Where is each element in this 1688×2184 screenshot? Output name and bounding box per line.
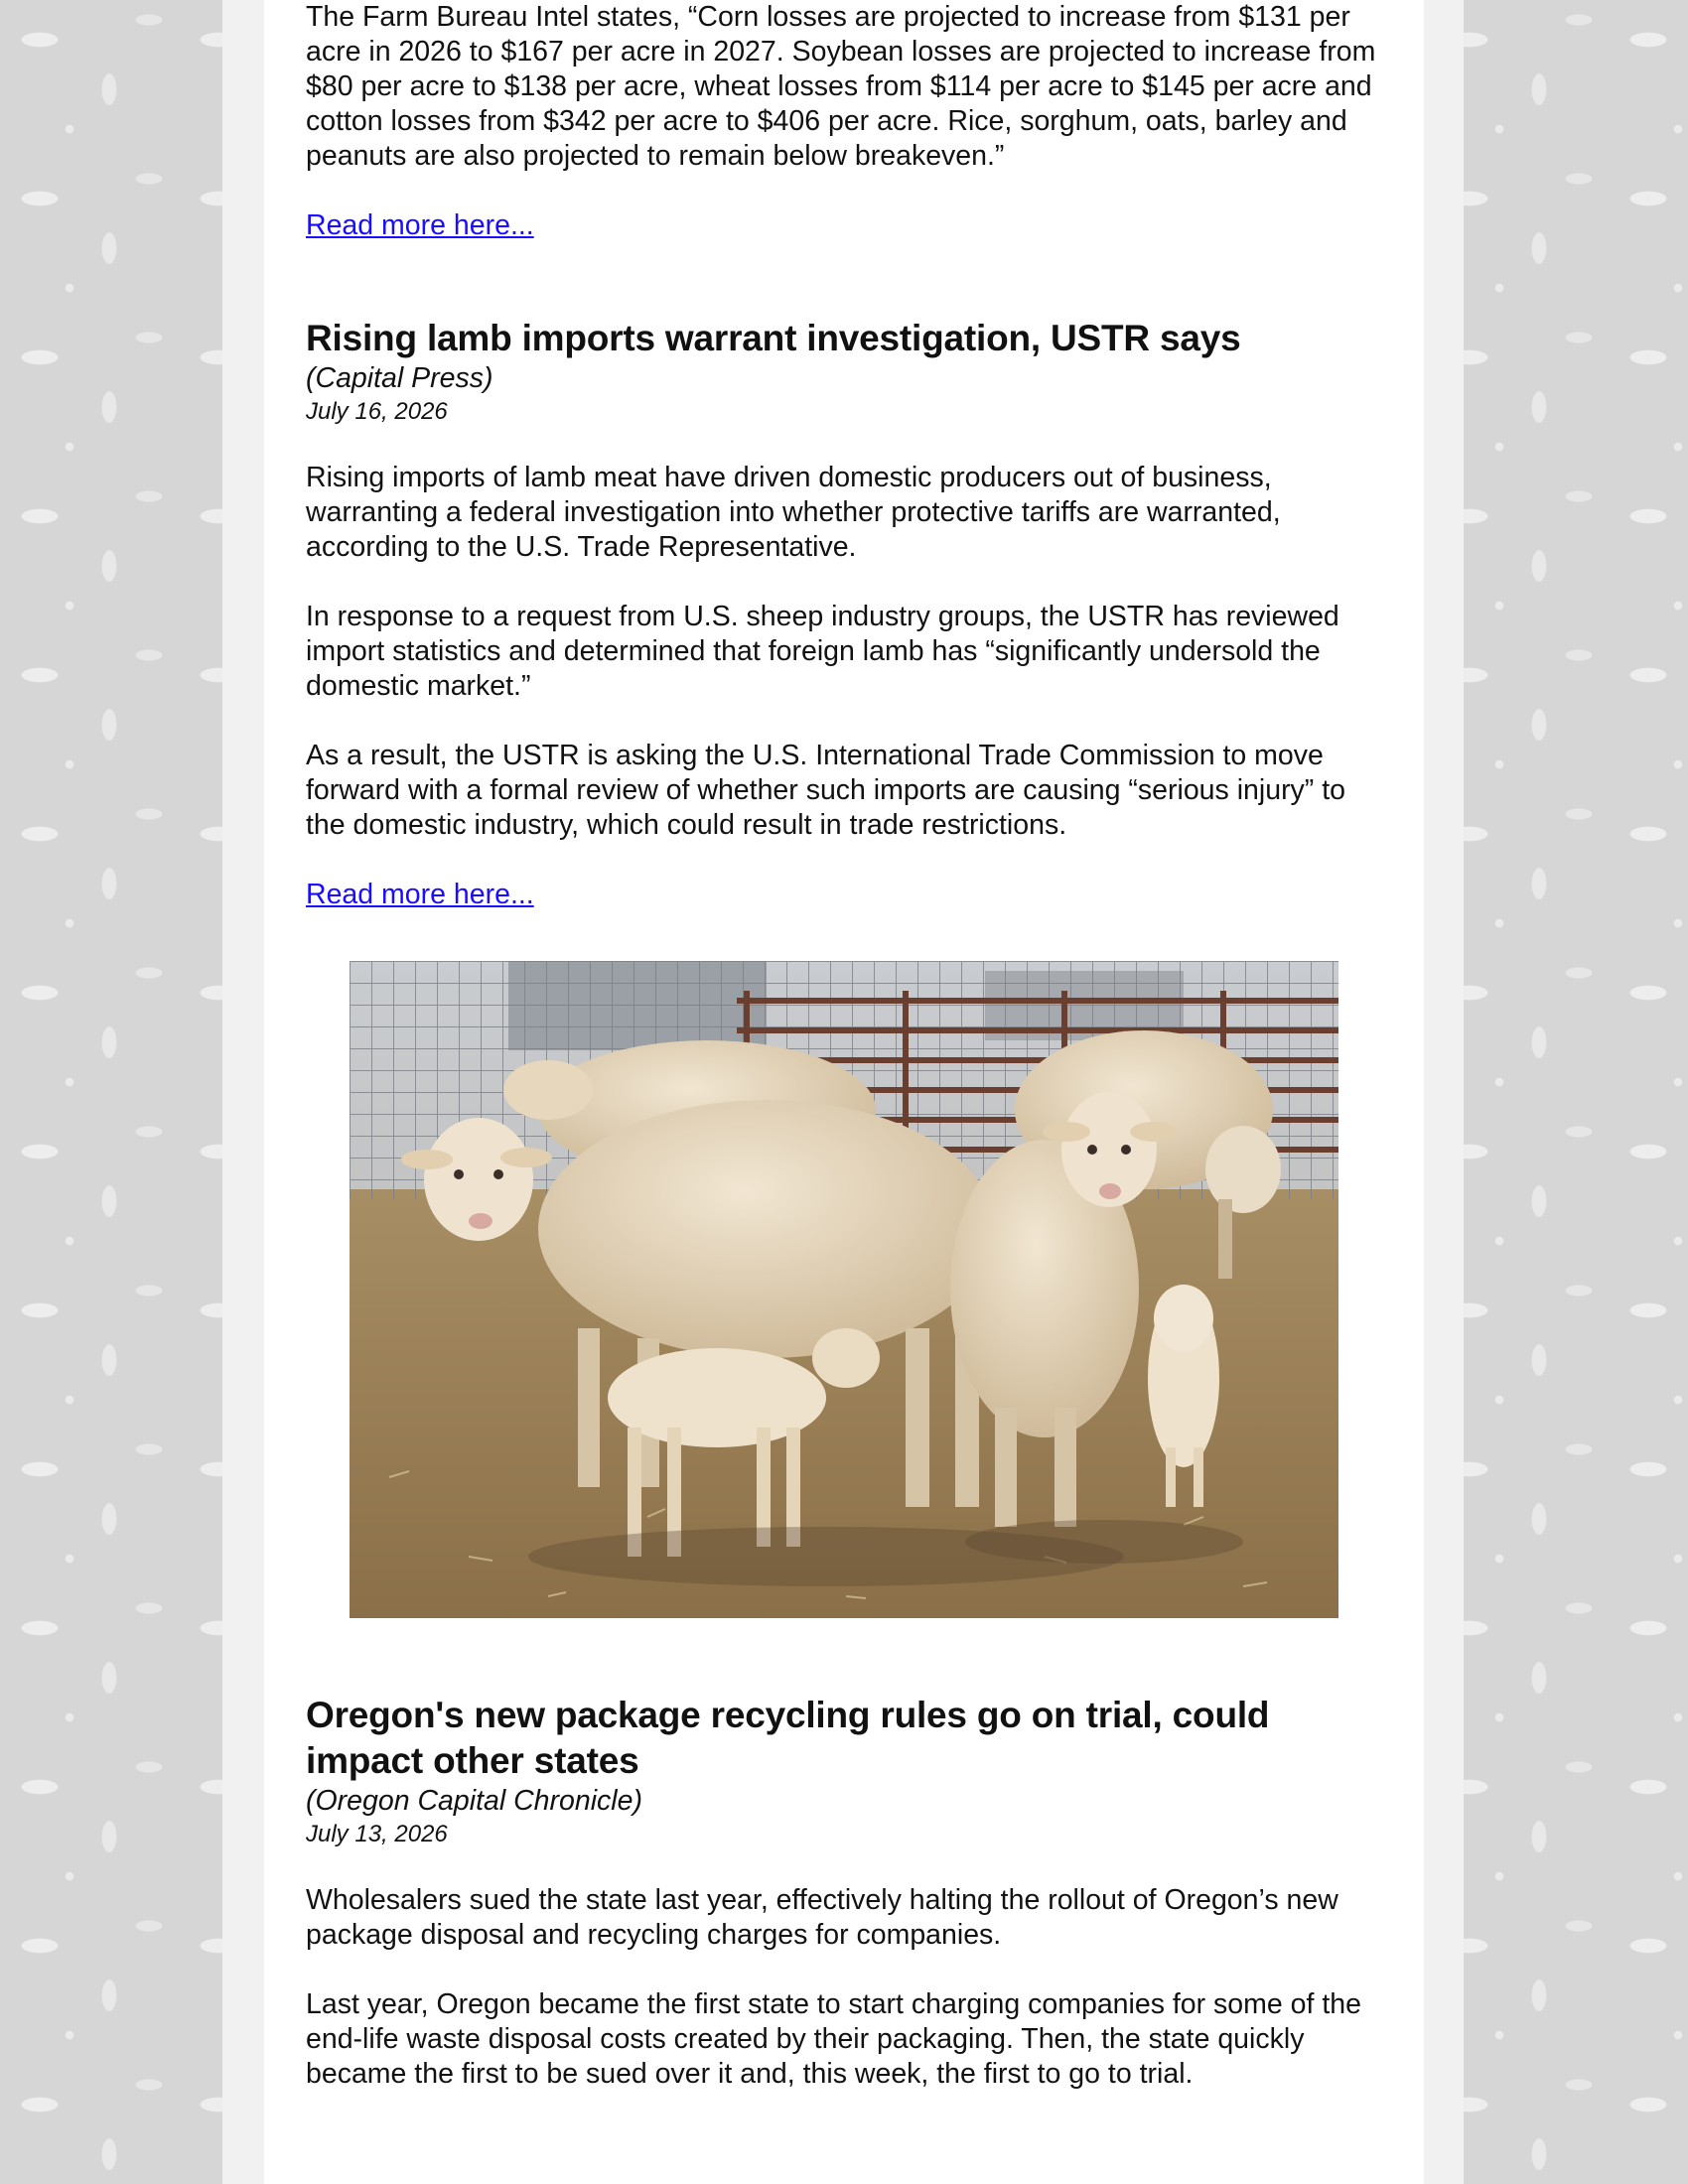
article-paragraph: The Farm Bureau Intel states, “Corn losses are projected to increase from $131 per acre in 2026 to $167 per acre in 2027. Soybean losses are projected to increase from $80 per acre to $138 per acre, wheat losses from $114 per acre to $145 per acre and cotton losses from $342 per acre to $406 per acre. Rice, sorghum, oats, barley and peanuts are also projected to remain below breakeven.” [306, 1, 1376, 172]
article-farm-bureau [306, 0, 1388, 243]
article-paragraph: As a result, the USTR is asking the U.S. International Trade Commission to move forward with a formal review of whether such imports are causing “serious injury” to the domestic industry, which could result in trade restrictions. [306, 740, 1345, 841]
article-date: July 13, 2026 [306, 1821, 448, 1847]
article-paragraph: Last year, Oregon became the first state to start charging companies for some of the end-life waste disposal costs created by their packaging. Then, the state quickly became the first to be sued over it and, this week, the first to go to trial. [306, 1988, 1361, 2090]
article-headline: Oregon's new package recycling rules go on trial, could impact other states [306, 1695, 1270, 1781]
article-lamb-imports [306, 316, 1388, 912]
sheep-photo [350, 961, 1338, 1618]
article-source: (Oregon Capital Chronicle) [306, 1785, 642, 1817]
article-paragraph: In response to a request from U.S. sheep industry groups, the USTR has reviewed import statistics and determined that foreign lamb has “significantly undersold the domestic market.” [306, 601, 1339, 702]
article-date: July 16, 2026 [306, 398, 448, 425]
read-more-link[interactable]: Read more here... [306, 209, 534, 241]
read-more-link[interactable]: Read more here... [306, 879, 534, 910]
article-source: (Capital Press) [306, 362, 493, 394]
article-headline: Rising lamb imports warrant investigation, USTR says [306, 318, 1241, 358]
article-paragraph: Rising imports of lamb meat have driven domestic producers out of business, warranting a federal investigation into whether protective tariffs are warranted, according to the U.S. Trade Representative. [306, 462, 1281, 563]
article-oregon-recycling [306, 1693, 1388, 2092]
article-paragraph: Wholesalers sued the state last year, effectively halting the rollout of Oregon’s new package disposal and recycling charges for companies. [306, 1884, 1338, 1951]
